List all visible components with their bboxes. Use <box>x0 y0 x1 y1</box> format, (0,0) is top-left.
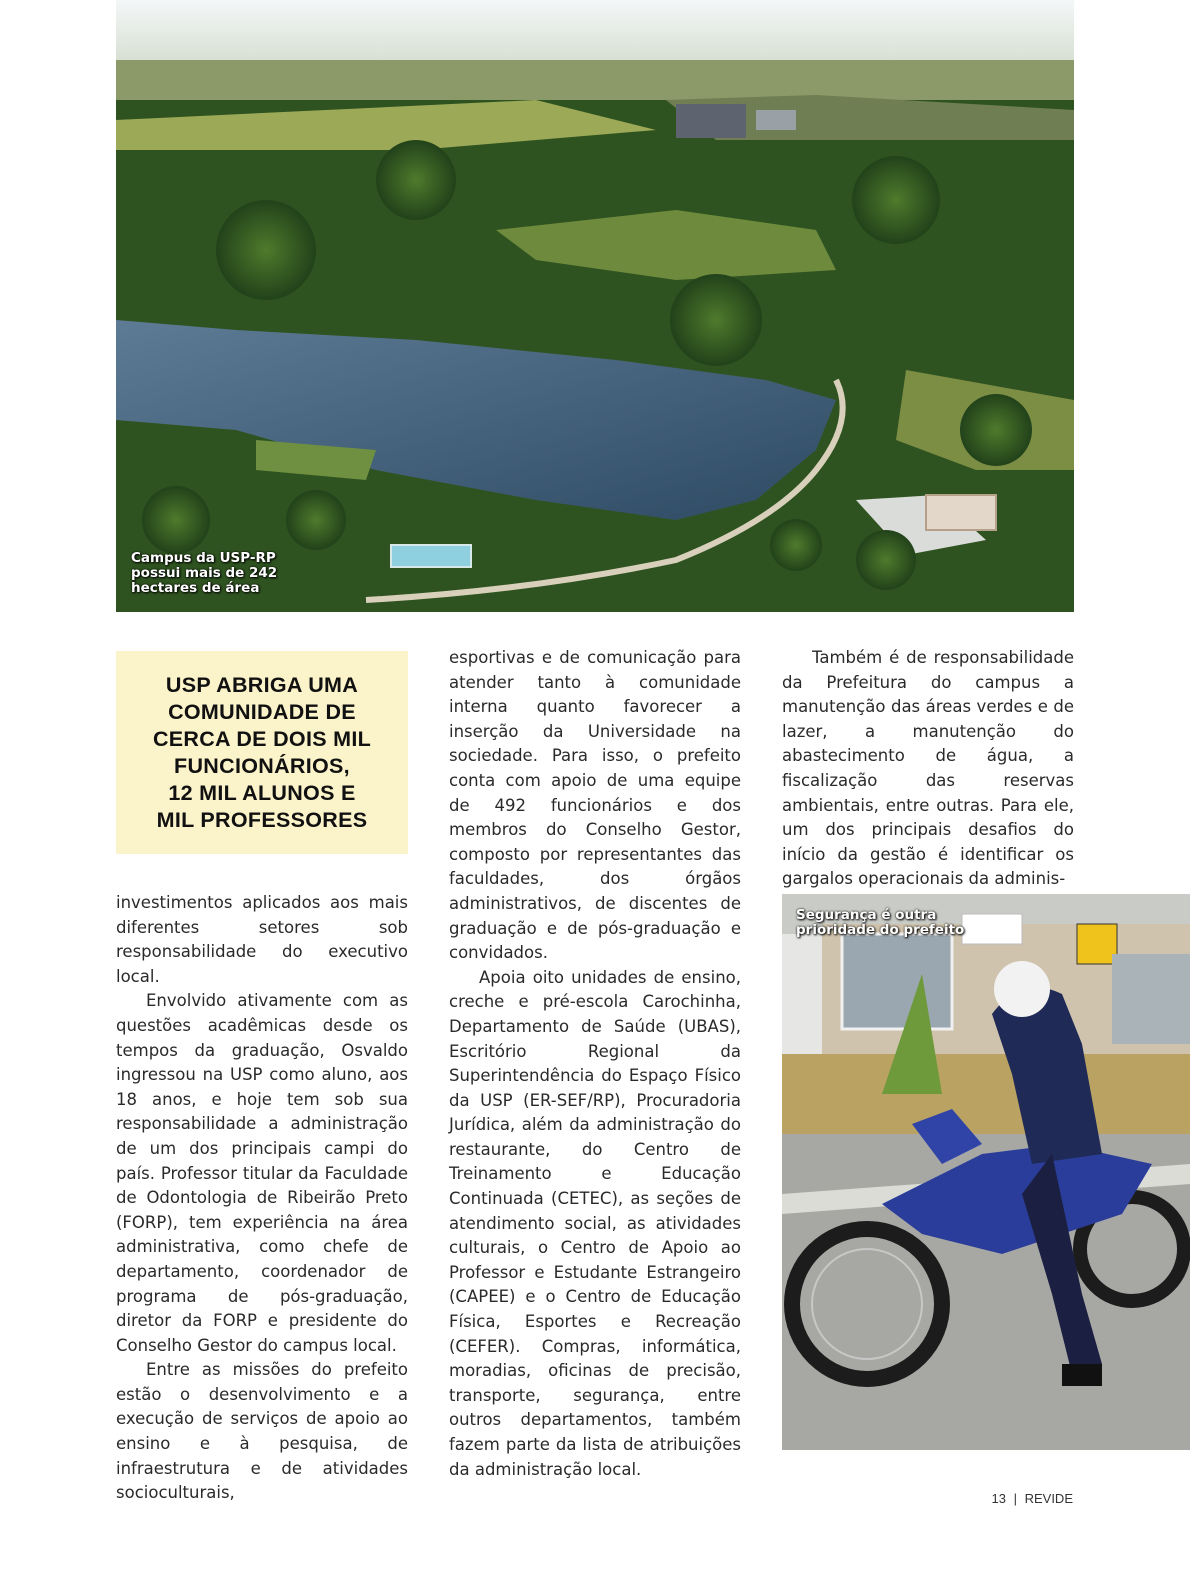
paragraph: Apoia oito unidades de ensino, creche e pré-escola Carochinha, Departamento de Saúde (UBAS), Escritório Regional da Superintendência do Espaço Físico da USP (ER-SEF/RP), Procuradoria Jurídica, além da administração do restaurante, do Centro de Treinamento e Educação Continuada (CETEC), as seções de atendimento social, as atividades culturais, o Centro de Apoio ao Professor e Estudante Estrangeiro (CAPEE) e o Centro de Educação Física, Esportes e Recreação (CEFER). Compras, informática, moradias, oficinas de precisão, transporte, segurança, entre outros departamentos, também fazem parte da lista de atribuições da administração local. <box>449 967 741 1479</box>
article-column-2 <box>449 646 741 1482</box>
pull-quote-text: USP ABRIGA UMA COMUNIDADE DE CERCA DE DOIS MIL FUNCIONÁRIOS, 12 MIL ALUNOS E MIL PROFESSORES <box>152 672 372 832</box>
magazine-name: REVIDE <box>1024 1491 1073 1506</box>
campus-aerial-photo <box>116 0 1074 612</box>
paragraph: Entre as missões do prefeito estão o desenvolvimento e a execução de serviços de apoio ao ensino e à pesquisa, de infraestrutura e de atividades socioculturais, <box>116 1360 408 1503</box>
paragraph: esportivas e de comunicação para atender tanto à comunidade interna quanto favorecer a inserção da Universidade na sociedade. Para isso, o prefeito conta com apoio de uma equipe de 492 funcionários e dos membros do Conselho Gestor, composto por representantes das faculdades, dos órgãos administrativos, de discentes de graduação e de pós-graduação e convidados. <box>449 648 741 963</box>
security-guard-motorcycle-photo-icon <box>782 894 1190 1450</box>
security-photo <box>782 894 1190 1450</box>
paragraph: investimentos aplicados aos mais diferentes setores sob responsabilidade do executivo local. <box>116 893 408 986</box>
paragraph: Envolvido ativamente com as questões acadêmicas desde os tempos da graduação, Osvaldo ingressou na USP como aluno, aos 18 anos, e hoje tem sob sua responsabilidade a administração de um dos principais campi do país. Professor titular da Faculdade de Odontologia de Ribeirão Preto (FORP), tem experiência na área administrativa, como chefe de departamento, coordenador de programa de pós-graduação, diretor da FORP e presidente do Conselho Gestor do campus local. <box>116 991 408 1355</box>
article-column-1 <box>116 891 408 1506</box>
page-footer <box>991 1491 1073 1506</box>
aerial-campus-lake-photo-icon <box>116 0 1074 612</box>
page-number: 13 <box>991 1491 1006 1506</box>
top-photo-caption: Campus da USP-RP possui mais de 242 hectares de área <box>131 550 278 596</box>
pull-quote-box <box>116 651 408 854</box>
paragraph: Também é de responsabilidade da Prefeitura do campus a manutenção das áreas verdes e de lazer, a manutenção do abastecimento de água, a fiscalização das reservas ambientais, entre outras. Para ele, um dos principais desafios do início da gestão é identificar os gargalos operacionais da adminis- <box>782 648 1074 889</box>
article-column-3 <box>782 646 1074 892</box>
security-photo-caption: Segurança é outra prioridade do prefeito <box>796 907 965 938</box>
footer-separator: | <box>1013 1491 1017 1506</box>
